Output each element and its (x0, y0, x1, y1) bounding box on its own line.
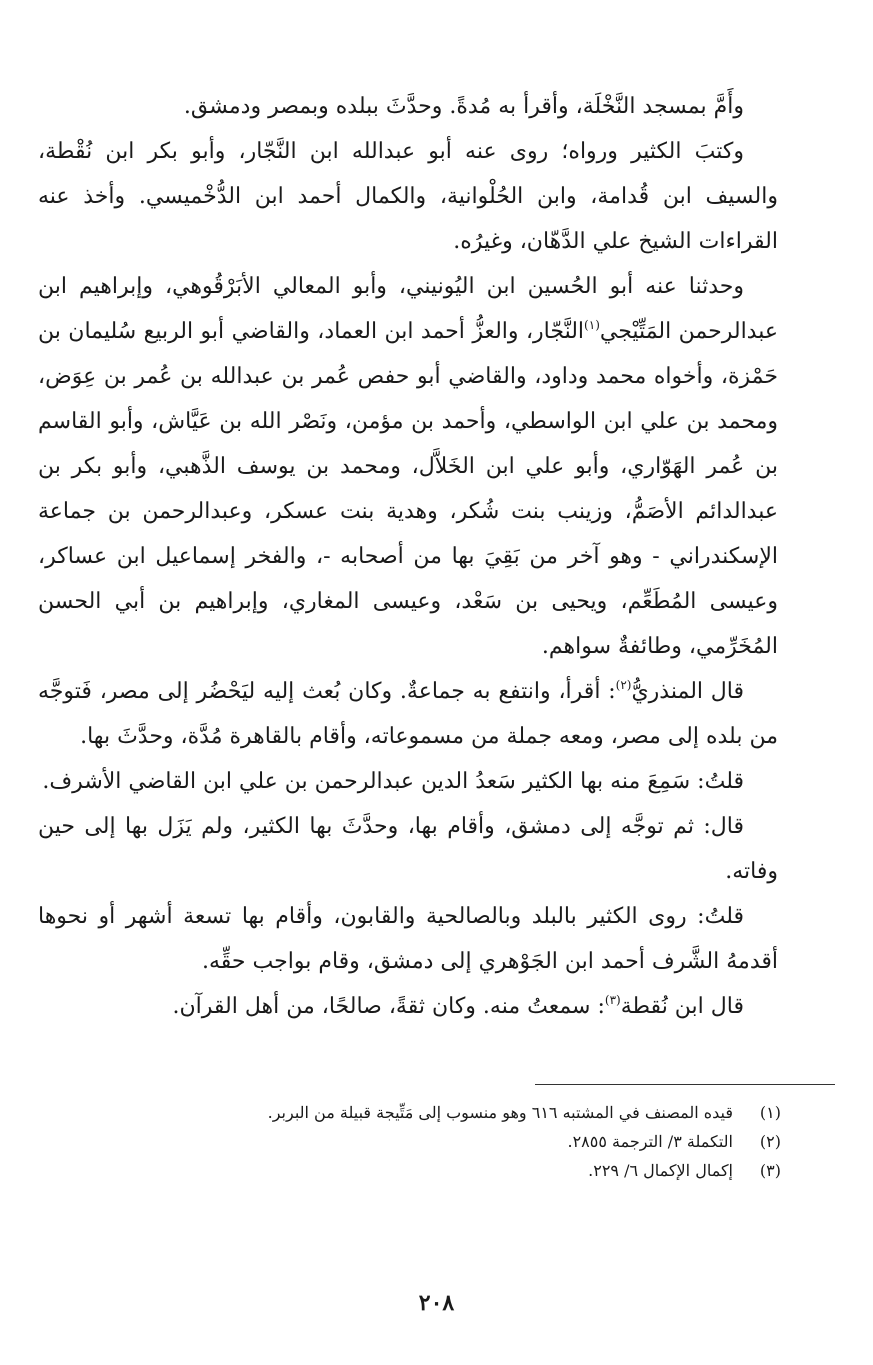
footnote-divider (535, 1084, 835, 1085)
paragraph-text: قلتُ: سَمِعَ منه بها الكثير سَعدُ الدين عبدالرحمن بن علي ابن القاضي الأشرف. (42, 769, 744, 794)
footnote-item (61, 1156, 781, 1185)
paragraph (38, 984, 778, 1029)
main-text (38, 84, 778, 1029)
footnote-text: إكمال الإكمال ٦/ ٢٢٩. (588, 1161, 733, 1180)
footnote-number: (٢) (759, 1132, 781, 1151)
paragraph-text: قال ابن نُقطة (620, 994, 744, 1019)
footnote-number: (١) (759, 1103, 781, 1122)
footnote-marker: (٢) (615, 678, 632, 692)
paragraph-text: وأَمَّ بمسجد النَّخْلَة، وأقرأ به مُدةً. وحدَّثَ ببلده وبمصر ودمشق. (183, 94, 744, 119)
paragraph (38, 669, 778, 759)
paragraph-text: وحدثنا عنه أبو الحُسين ابن اليُونيني، وأبو المعالي الأبَرْقُوهي، وإبراهيم ابن عبدالرحمن المَتِّيْجي (38, 274, 778, 344)
footnote-item (61, 1098, 781, 1127)
paragraph (38, 759, 778, 804)
footnote-number: (٣) (759, 1161, 781, 1180)
page-body (38, 84, 778, 1029)
paragraph (38, 129, 778, 264)
paragraph-text: : سمعتُ منه. وكان ثقةً، صالحًا، من أهل القرآن. (172, 994, 605, 1019)
footnote-marker: (١) (584, 318, 600, 332)
footnotes (61, 1098, 781, 1185)
paragraph (38, 894, 778, 984)
paragraph-text: قلتُ: روى الكثير بالبلد وبالصالحية والقابون، وأقام بها تسعة أشهر أو نحوها أقدمهُ الشَّرف أحمد ابن الجَوْهري إلى دمشق، وقام بواجب حقِّه. (38, 904, 778, 974)
page-number: ٢٠٨ (418, 1290, 455, 1316)
footnote-item (61, 1127, 781, 1156)
footnote-marker: (٣) (604, 993, 621, 1007)
paragraph (38, 804, 778, 894)
footnote-text: التكملة ٣/ الترجمة ٢٨٥٥. (567, 1132, 733, 1151)
paragraph-text: : أقرأ، وانتفع به جماعةٌ. وكان بُعث إليه ليَحْضُر إلى مصر، فَتوجَّه من بلده إلى مصر، ومعه جملة من مسموعاته، وأقام بالقاهرة مُدَّة، وحدَّثَ بها. (38, 679, 778, 749)
paragraph-text: وكتبَ الكثير ورواه؛ روى عنه أبو عبدالله ابن النَّجّار، وأبو بكر ابن نُقْطة، والسيف ابن قُدامة، وابن الحُلْوانية، والكمال أحمد ابن الدُّخْميسي. وأخذ عنه القراءات الشيخ علي الدَّهّان، وغيرُه. (38, 139, 778, 254)
paragraph (38, 264, 778, 669)
paragraph-text: قال: ثم توجَّه إلى دمشق، وأقام بها، وحدَّثَ بها الكثير، ولم يَزَل بها إلى حين وفاته. (38, 814, 778, 884)
paragraph (38, 84, 778, 129)
paragraph-text: قال المنذريُّ (631, 679, 744, 704)
paragraph-text: النَّجّار، والعزُّ أحمد ابن العماد، والقاضي أبو الربيع سُليمان بن حَمْزة، وأخواه محمد وداود، والقاضي أبو حفص عُمر بن عبدالله بن عُمر بن عِوَض، ومحمد بن علي ابن الواسطي، وأحمد بن مؤمن، ونَصْر الله بن عَيَّاش، وأبو القاسم بن عُمر الهَوّاري، وأبو علي ابن الخَلاَّل، ومحمد بن يوسف الذَّهبي، وأبو بكر بن عبدالدائم الأصَمُّ، وزينب بنت شُكر، وهدية بنت عسكر، وعبدالرحمن بن جماعة الإسكندراني - وهو آخر من بَقِيَ بها من أصحابه -، والفخر إسماعيل ابن عساكر، وعيسى المُطَعِّم، ويحيى بن سَعْد، وعيسى المغاري، وإبراهيم بن أبي الحسن المُخَرِّمي، وطائفةٌ سواهم. (38, 319, 778, 659)
footnote-text: قيده المصنف في المشتبه ٦١٦ وهو منسوب إلى مَتِّيجة قبيلة من البربر. (267, 1103, 733, 1122)
